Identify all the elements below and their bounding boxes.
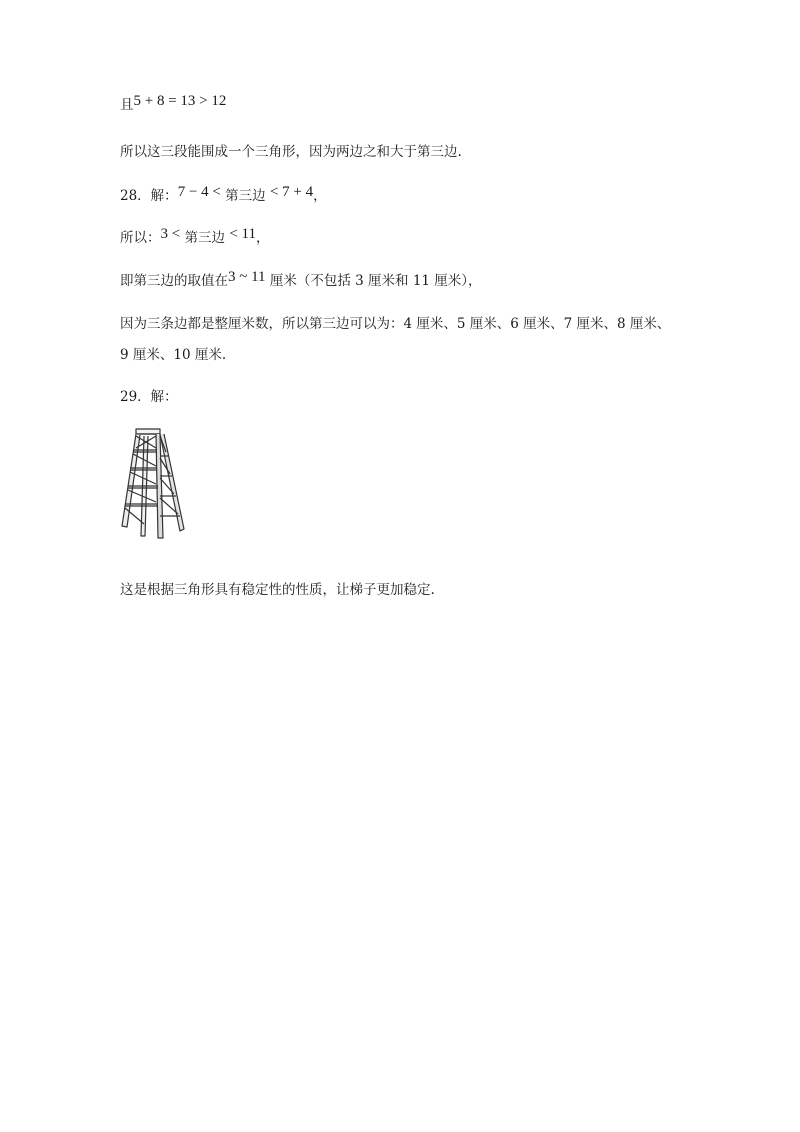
text-suffix: ， xyxy=(255,230,270,246)
text-suffix: 厘米（不包括 3 厘米和 11 厘米）， xyxy=(265,273,482,289)
text-line-conclusion: 所以这三段能围成一个三角形，因为两边之和大于第三边. xyxy=(120,144,462,160)
math-lower-bound: 3 < xyxy=(160,226,181,242)
text-line-q29-label: 29．解： xyxy=(120,389,178,405)
third-side-label: 第三边 xyxy=(220,188,270,204)
text-suffix: ， xyxy=(313,188,327,204)
text-line-range xyxy=(120,271,482,291)
text-line-so xyxy=(120,228,269,248)
text-prefix: 且 xyxy=(120,97,134,113)
math-upper-bound: < 7 + 4 xyxy=(269,184,314,200)
math-upper-bound: < 11 xyxy=(229,226,256,242)
text-prefix: 所以： xyxy=(120,230,161,246)
ladder-illustration xyxy=(118,428,190,543)
text-line-integer-values: 因为三条边都是整厘米数，所以第三边可以为：4 厘米、5 厘米、6 厘米、7 厘米、8 厘米、 xyxy=(120,316,671,332)
text-line-stability-explanation: 这是根据三角形具有稳定性的性质，让梯子更加稳定. xyxy=(120,582,435,598)
math-expression: 5 + 8 = 13 > 12 xyxy=(133,93,227,109)
math-lower-bound: 7 − 4 < xyxy=(177,184,221,200)
question-number-label: 28．解： xyxy=(120,188,178,204)
ladder-icon xyxy=(118,428,190,543)
text-line-inequality xyxy=(120,95,226,115)
math-range: 3 ~ 11 xyxy=(228,269,266,285)
text-line-integer-values-cont: 9 厘米、10 厘米. xyxy=(120,347,227,363)
text-line-q28-answer xyxy=(120,186,327,206)
third-side-label: 第三边 xyxy=(180,230,230,246)
text-prefix: 即第三边的取值在 xyxy=(120,273,228,289)
